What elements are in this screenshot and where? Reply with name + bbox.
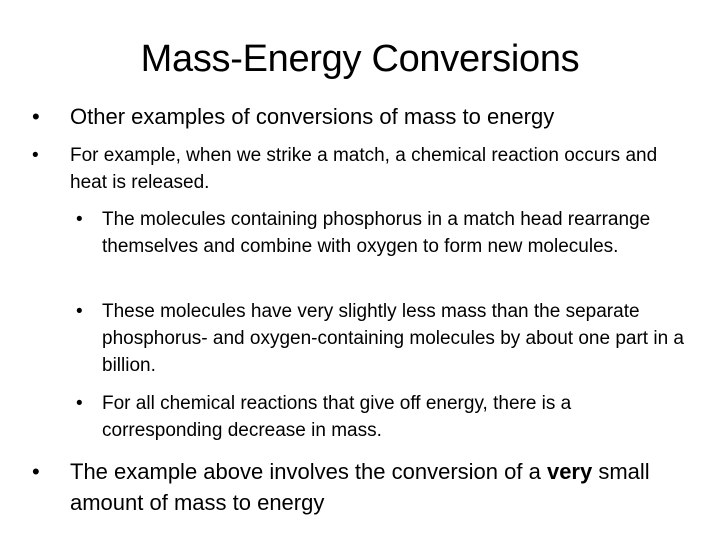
bullet-text: For example, when we strike a match, a chemical reaction occurs and heat is released.	[70, 145, 658, 193]
bullet-icon: •	[32, 459, 40, 484]
sub-bullet-text: The molecules containing phosphorus in a match head rearrange themselves and combine with oxygen to form new molecules.	[102, 209, 651, 257]
bullet-icon: •	[76, 209, 83, 230]
slide-title: Mass-Energy Conversions	[140, 38, 580, 80]
bullet-item-3	[32, 456, 692, 518]
sub-bullet-item-3	[76, 390, 686, 444]
bullet-item-1	[32, 102, 692, 132]
bullet-item-2	[32, 142, 672, 196]
bullet-text	[70, 456, 692, 518]
bullet-icon: •	[76, 301, 83, 322]
sub-bullet-text: These molecules have very slightly less mass than the separate phosphorus- and oxygen-containing molecules by about one part in a billion.	[102, 301, 684, 376]
bullet-icon: •	[32, 104, 40, 129]
sub-bullet-item-2	[76, 298, 686, 379]
bullet-emphasis: very	[546, 459, 593, 484]
sub-bullet-item-1	[76, 206, 686, 260]
bullet-text-part: The example above involves the conversion of a	[70, 459, 547, 484]
sub-bullet-text: For all chemical reactions that give off energy, there is a corresponding decrease in mass.	[102, 393, 572, 441]
bullet-icon: •	[76, 393, 83, 414]
bullet-text-part: small amount of mass to energy	[70, 459, 650, 515]
bullet-text: Other examples of conversions of mass to energy	[70, 104, 555, 129]
bullet-icon: •	[32, 145, 39, 166]
